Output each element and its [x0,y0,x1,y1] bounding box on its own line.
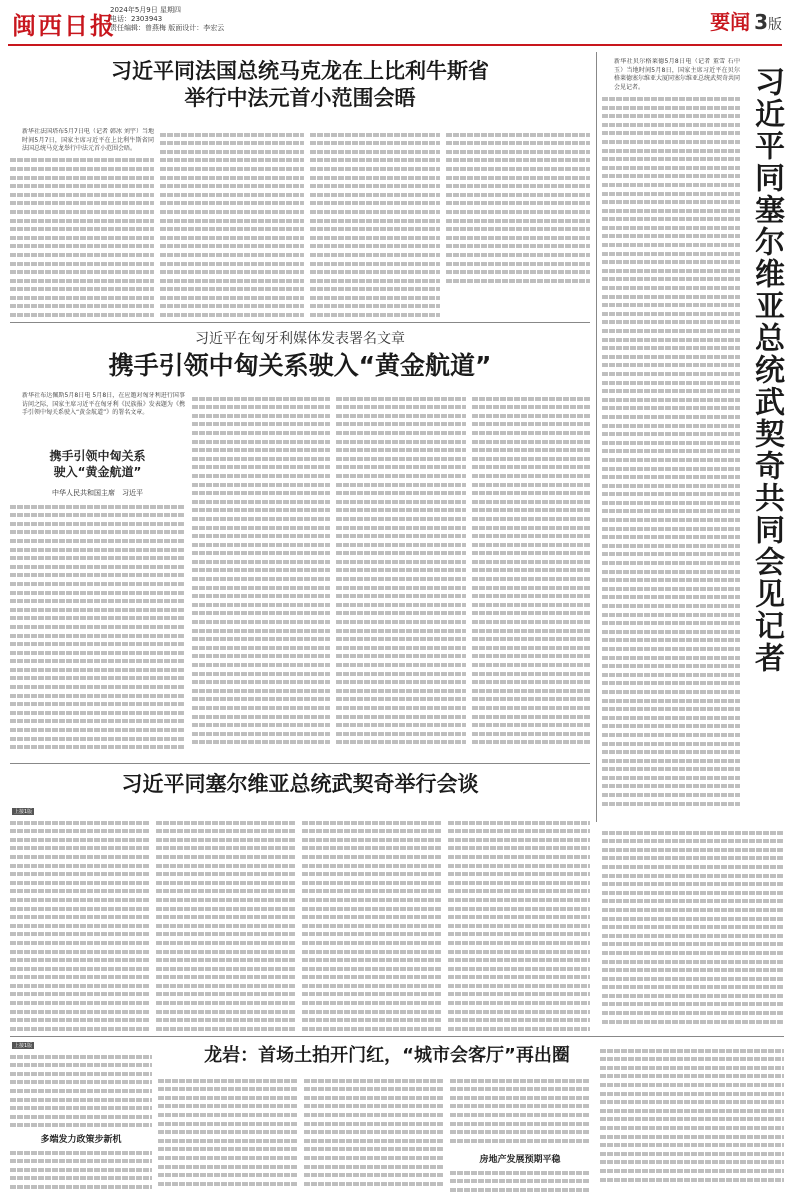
phone-number: 电话：2303943 [110,15,163,23]
article1-col2 [160,128,304,318]
article1-headline [10,58,590,112]
article2-inner-title-line2: 驶入“黄金航道” [53,465,142,479]
article5-subhead2: 房地产发展预期平稳 [479,1155,561,1165]
article5-col4 [450,1074,590,1150]
article2-col2 [192,392,330,758]
article1-headline-line1: 习近平同法国总统马克龙在上比利牛斯省 [111,59,489,83]
column-rule [596,52,597,822]
article5-col5 [600,1044,784,1196]
article1-lead: 新华社法国塔布5月7日电（记者 韩冰 刘宇）当地时间5月7日，国家主席习近平在上比利牛斯省同法国总统马克龙举行中法元首小范围会晤。 [22,128,154,153]
article3-lead: 新华社贝尔格莱德5月8日电（记者 董雪 石中玉）当地时间5月8日，国家主席习近平在贝尔格莱德塞尔维亚大厦同塞尔维亚总统武契奇共同会见记者。 [614,58,740,91]
article2-inner-title [10,448,185,498]
masthead [0,0,790,48]
article3-col1 [602,58,740,818]
article2-col1 [10,500,185,758]
article2-byline: 中华人民共和国主席 习近平 [52,489,143,497]
article4-col1 [10,816,150,1032]
article2-col3 [336,392,466,758]
issue-date: 2024年5月9日 星期四 [110,6,181,14]
article5-headline: 龙岩：首场土拍开门红，“城市会客厅”再出圈 [204,1045,570,1066]
article5-col2 [158,1074,298,1196]
divider [10,1036,784,1037]
page-number: 3 [754,10,768,34]
article1-col4 [446,128,590,318]
article5-col1 [10,1050,152,1130]
divider [10,322,590,323]
dateline [110,6,224,33]
article2-kicker: 习近平在匈牙利媒体发表署名文章 [195,331,405,347]
article2-inner-title-line1: 携手引领中匈关系 [49,449,146,463]
article2-headline: 携手引领中匈关系驶入“黄金航道” [108,351,492,380]
section-name: 要闻 [710,10,751,34]
divider [10,763,590,764]
masthead-rule [8,44,782,46]
article5-col4b [450,1166,590,1196]
article4-col3 [302,816,442,1032]
section-label [710,6,782,35]
article4-continued-tag: 上接1版 [14,809,33,815]
article1-headline-line2: 举行中法元首小范围会晤 [184,86,416,110]
article5-col1b [10,1146,152,1196]
newspaper-logo: 闽西日报 [12,11,116,40]
article4-headline: 习近平同塞尔维亚总统武契奇举行会谈 [121,772,479,796]
article2-col4 [472,392,590,758]
article5-col3 [304,1074,444,1196]
article1-col1 [10,128,154,318]
page-unit: 版 [768,17,782,33]
article3-vertical-headline: 习近平同塞尔维亚总统武契奇共同会见记者 [749,66,784,674]
article1-col3 [310,128,440,318]
editor-credits: 责任编辑：曾燕梅 版面设计：李宏云 [110,24,225,32]
article5-subhead1: 多端发力政策步新机 [40,1135,122,1145]
article4-col2 [156,816,296,1032]
article2-lead: 新华社布达佩斯5月8日电 5月8日，在应邀对匈牙利进行国事访问之际，国家主席习近平在匈牙利《民族报》发表题为《携手引领中匈关系驶入“黄金航道”》的署名文章。 [22,392,185,417]
article4-col4 [448,816,590,1032]
article5-continued-tag: 上接1版 [14,1043,33,1049]
article4-col5 [602,826,784,1032]
